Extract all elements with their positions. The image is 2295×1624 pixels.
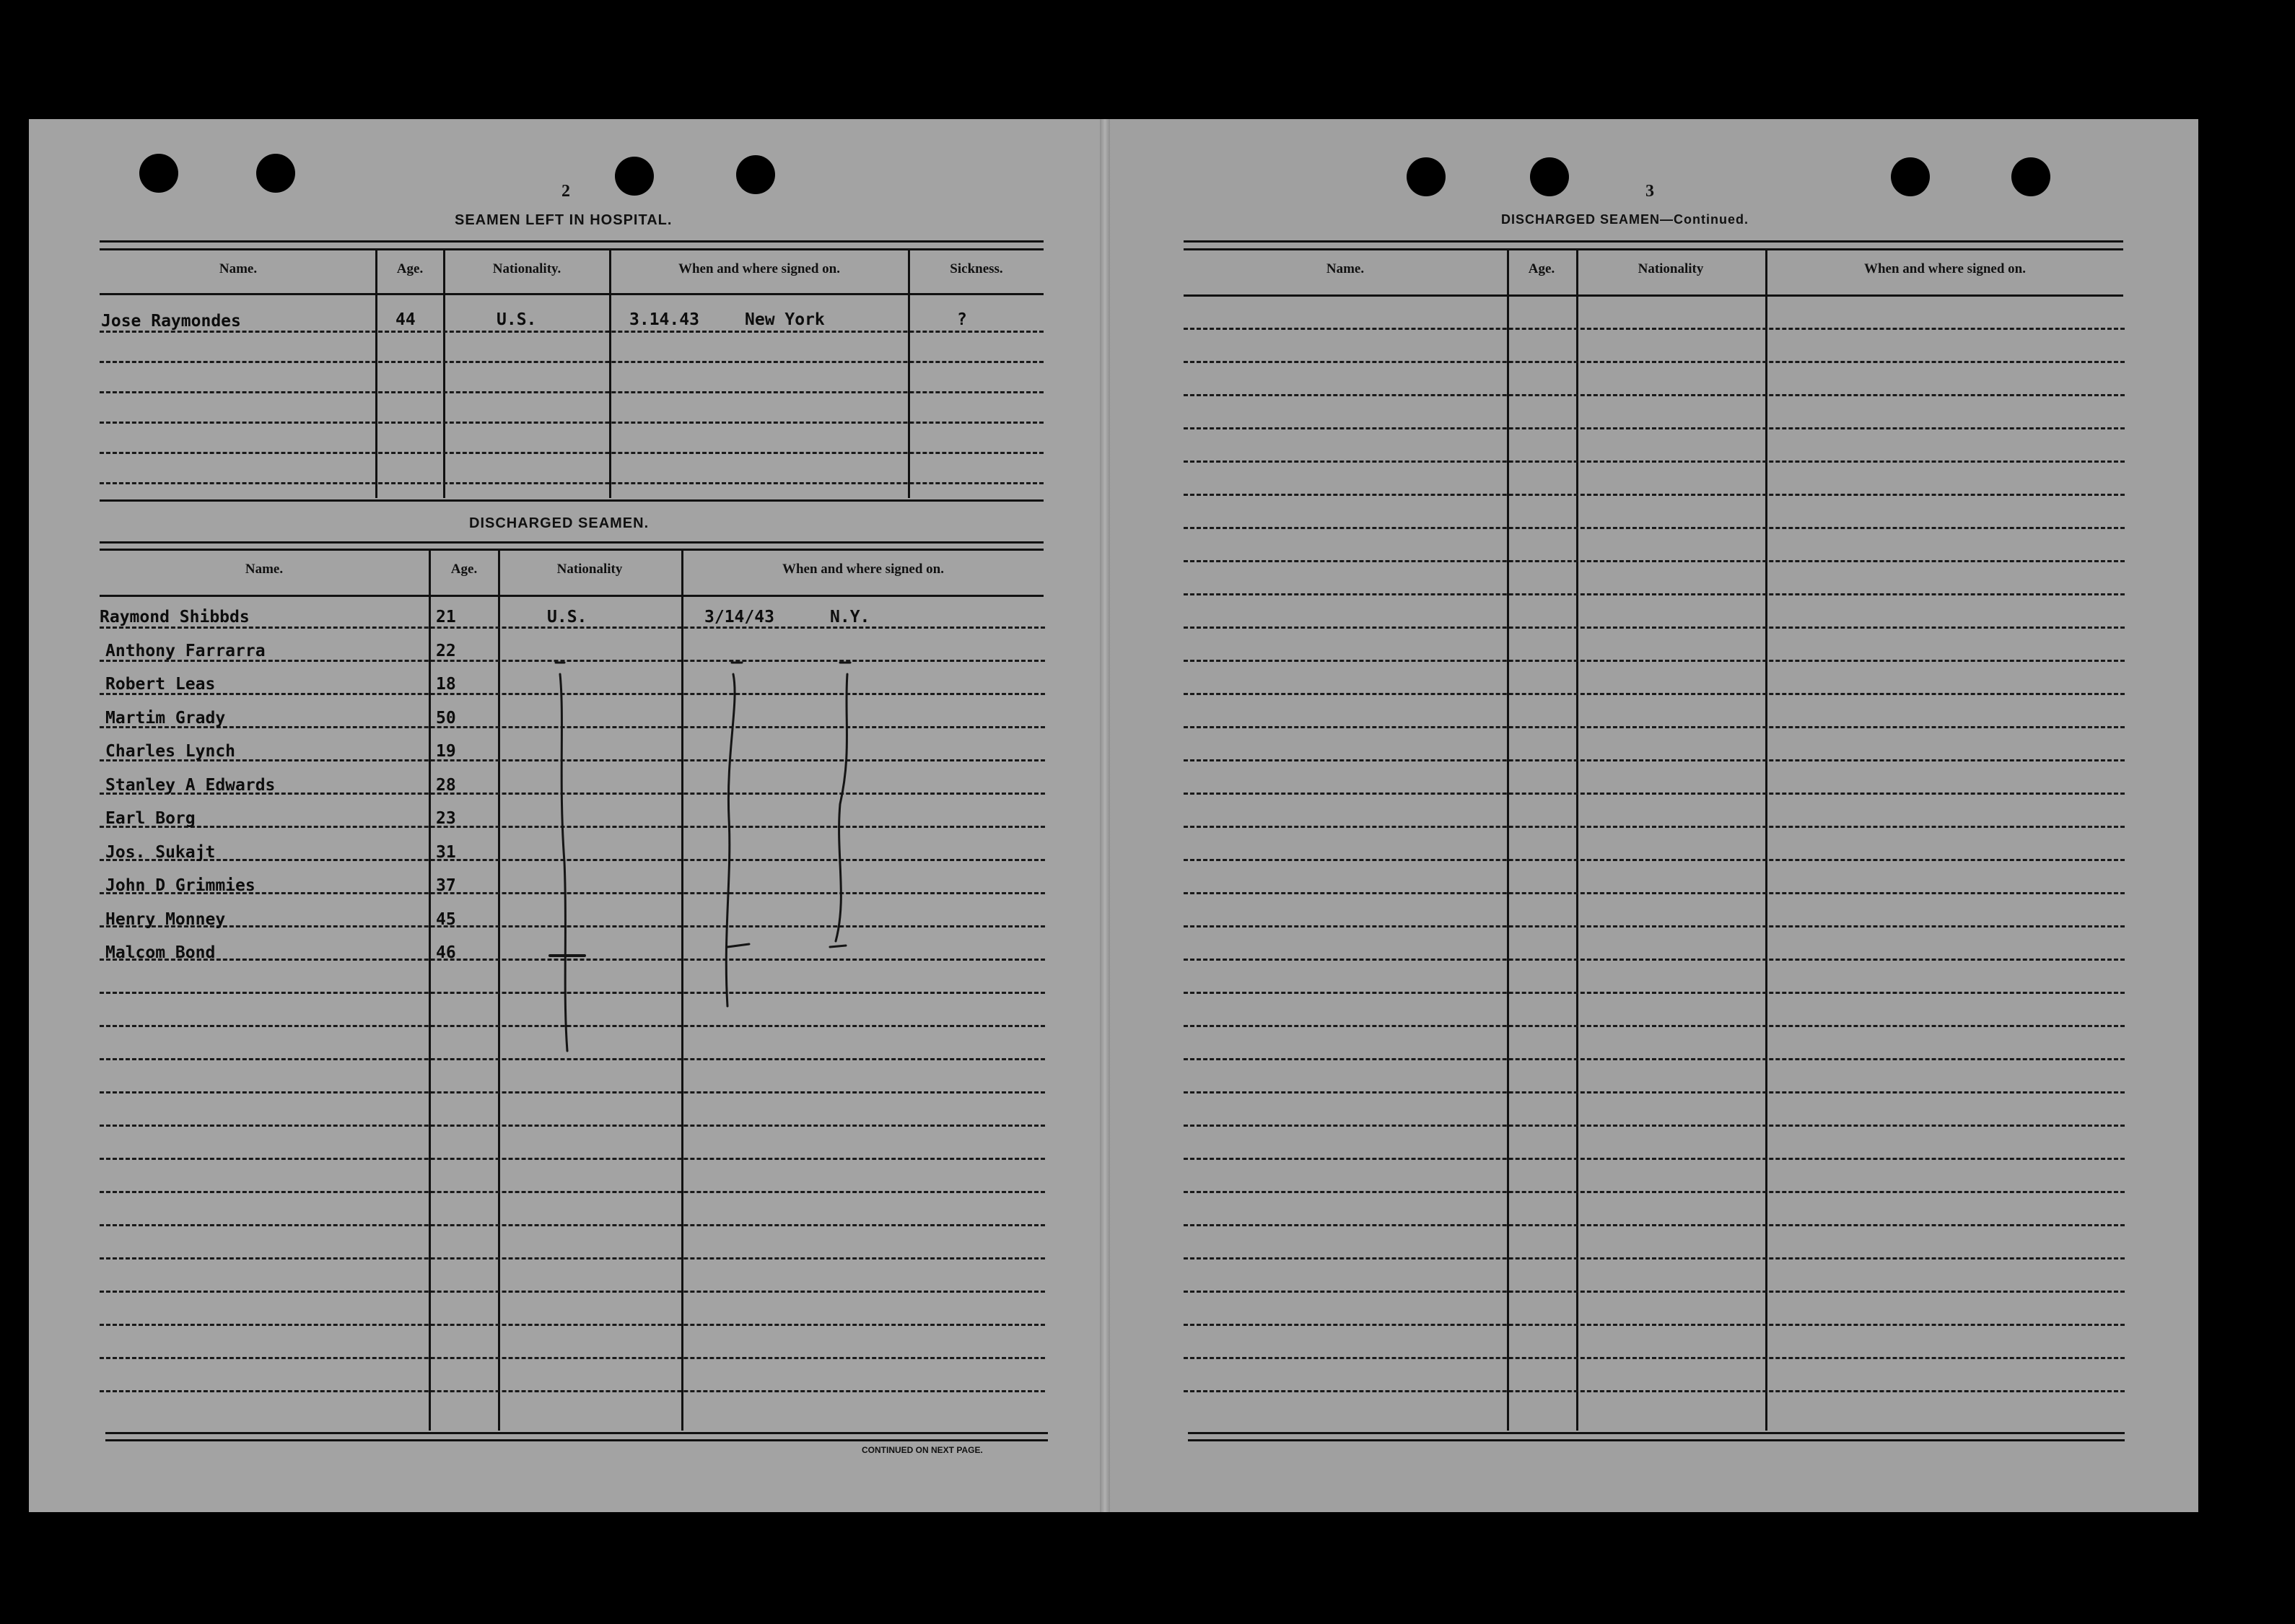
discharged-row-name: Martim Grady — [105, 708, 226, 728]
discharged-row-age: 31 — [436, 842, 456, 862]
discharged-row-name: John D Grimmies — [105, 876, 255, 895]
discharged-row-date: 3/14/43 — [704, 608, 774, 627]
discharged-row-age: 50 — [436, 708, 456, 728]
discharged-row-name: Henry Monney — [105, 909, 226, 929]
hospital-row-sickness: ? — [957, 310, 967, 329]
discharged-row-name: Anthony Farrarra — [105, 641, 266, 660]
discharged-row-name: Raymond Shibbds — [100, 608, 250, 627]
discharged-row-age: 19 — [436, 742, 456, 761]
hospital-header-signed-on: When and where signed on. — [678, 261, 840, 276]
discharged-row-age: 23 — [436, 809, 456, 828]
discharged-header-age: Age. — [450, 562, 478, 577]
discharged-row-name: Robert Leas — [105, 675, 216, 694]
hospital-header-name: Name. — [219, 261, 258, 276]
discharged-section-title: DISCHARGED SEAMEN. — [469, 515, 650, 531]
discharged-row-age: 28 — [436, 775, 456, 795]
discharged-row-name: Malcom Bond — [105, 943, 216, 962]
discharged-row-name: Jos. Sukajt — [105, 842, 216, 862]
discharged-row-age: 45 — [436, 909, 456, 929]
page-number: 2 — [561, 182, 570, 201]
discharged-row-age: 18 — [436, 675, 456, 694]
discharged-row-place: N.Y. — [830, 608, 870, 627]
discharged-row-age: 22 — [436, 641, 456, 660]
hospital-row-age: 44 — [395, 310, 416, 329]
continued-header-name: Name. — [1326, 261, 1365, 276]
continued-header-age: Age. — [1528, 261, 1555, 276]
discharged-row-nationality: U.S. — [547, 608, 587, 627]
discharged-row-age: 37 — [436, 876, 456, 895]
hospital-section-title: SEAMEN LEFT IN HOSPITAL. — [455, 212, 673, 228]
continued-note: CONTINUED ON NEXT PAGE. — [862, 1445, 983, 1455]
discharged-continued-title: DISCHARGED SEAMEN—Continued. — [1501, 212, 1749, 227]
page-number-right: 3 — [1645, 182, 1654, 201]
discharged-row-name: Earl Borg — [105, 809, 196, 828]
discharged-row-age: 46 — [436, 943, 456, 962]
discharged-row-age: 21 — [436, 608, 456, 627]
hospital-row-date: 3.14.43 — [629, 310, 699, 329]
discharged-row-name: Stanley A Edwards — [105, 775, 276, 795]
continued-header-nationality: Nationality — [1638, 261, 1704, 276]
hospital-row-name: Jose Raymondes — [101, 312, 241, 331]
hospital-row-place: New York — [745, 310, 825, 329]
hospital-row-nationality: U.S. — [497, 310, 537, 329]
continued-header-signed-on: When and where signed on. — [1863, 261, 2026, 276]
discharged-header-signed-on: When and where signed on. — [782, 562, 944, 577]
hospital-header-age: Age. — [396, 261, 424, 276]
discharged-header-name: Name. — [245, 562, 284, 577]
hospital-header-nationality: Nationality. — [492, 261, 561, 276]
hospital-header-sickness: Sickness. — [950, 261, 1003, 276]
discharged-header-nationality: Nationality — [556, 562, 623, 577]
discharged-row-name: Charles Lynch — [105, 742, 236, 761]
